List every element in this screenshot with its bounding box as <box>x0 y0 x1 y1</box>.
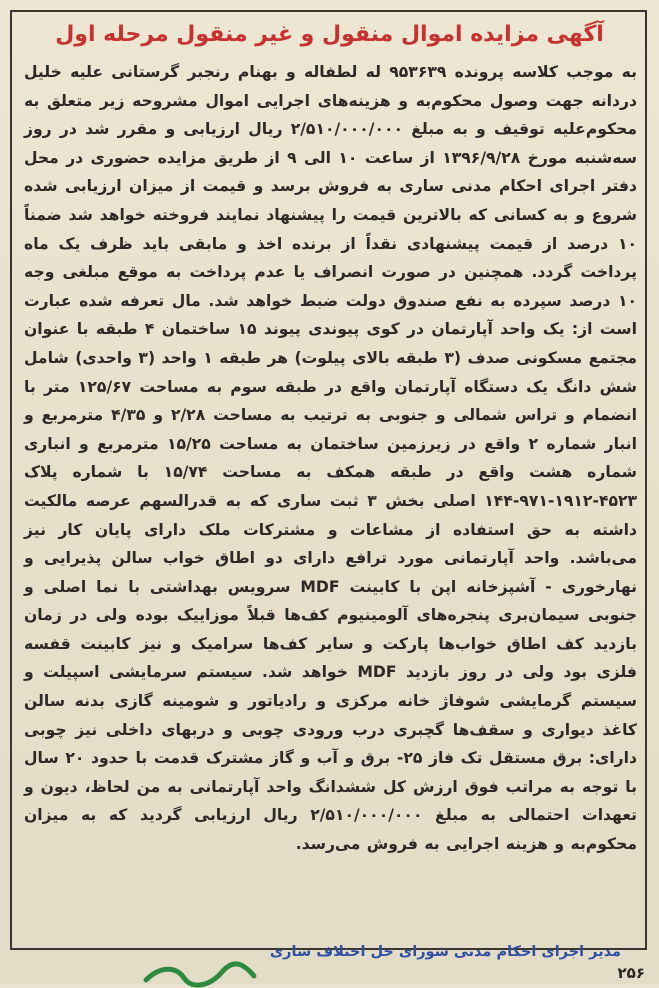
notice-signature: مدیر اجرای احکام مدنی شورای حل اختلاف ساری <box>269 944 621 960</box>
notice-title: آگهی مزایده اموال منقول و غیر منقول مرحله اول <box>55 22 604 47</box>
page-number: ۲۵۶ <box>617 964 645 982</box>
notice-body: به موجب کلاسه پرونده ۹۵۳۶۳۹ له لطفاله و بهنام رنجبر گرستانی علیه خلیل دردانه جهت وصول محکوم‌به و هزینه‌های اجرایی اموال مشروحه زیر متعلق به محکوم‌علیه توقیف و به مبلغ ۲/۵۱۰/۰۰۰/۰۰۰ ریال ارزیابی و مقرر شد در روز سه‌شنبه مورخ ۱۳۹۶/۹/۲۸ از ساعت ۱۰ الی ۹ از طریق مزایده حضوری در محل دفتر اجرای احکام مدنی ساری به فروش برسد و قیمت از میزان ارزیابی شده شروع و به کسانی که بالاترین قیمت را پیشنهاد نمایند فروخته خواهد شد ضمناً ۱۰ درصد از قیمت پیشنهادی نقداً از برنده اخذ و مابقی باید ظرف یک ماه پرداخت گردد. همچنین در صورت انصراف یا عدم پرداخت به موقع مبلغی وجه ۱۰ درصد سپرده به نفع صندوق دولت ضبط خواهد شد. مال تعرفه شده عبارت است از: یک واحد آپارتمان در کوی پیوندی پیوند ۱۵ ساختمان ۴ طبقه با عنوان مجتمع مسکونی صدف (۳ طبقه بالای پیلوت) هر طبقه ۱ واحد (۳ واحدی) شامل شش دانگ یک دستگاه آپارتمان واقع در طبقه سوم به مساحت ۱۲۵/۶۷ متر با انضمام و تراس شمالی و جنوبی به ترتیب به مساحت ۲/۲۸ و ۴/۳۵ مترمربع و انبار شماره ۲ واقع در زیرزمین ساختمان به مساحت ۱۵/۲۵ مترمربع و انباری شماره هشت واقع در طبقه همکف به مساحت ۱۵/۷۴ با شماره پلاک ۴۵۲۳-۱۹۱۲-۹۷۱-۱۴۴ اصلی بخش ۳ ثبت ساری که به قدرالسهم عرصه مالکیت داشته به حق استفاده از مشاعات و مشترکات ملک دارای پایان کار نیز می‌باشد. واحد آپارتمانی مورد ترافع دارای دو اطاق خواب سالن پذیرایی و نهارخوری - آشپزخانه اپن با کابینت MDF سرویس بهداشتی با نما اصلی و جنوبی سیمان‌بری پنجره‌های آلومینیوم کف‌ها قبلاً موزاییک بوده ولی در زمان بازدید کف اطاق خواب‌ها پارکت و سایر کف‌ها سرامیک و نیز کابینت قفسه فلزی بود ولی در روز بازدید MDF خواهد شد. سیستم سرمایشی اسپیلت و سیستم گرمایشی شوفاژ خانه مرکزی و رادیاتور و شومینه گازی بدنه سالن کاغذ دیواری و سقف‌ها گچبری درب ورودی چوبی و دربهای داخلی نیز چوبی دارای: برق مستقل تک فاز ۲۵- برق و آب و گاز مشترک قدمت با حدود ۲۰ سال با توجه به مراتب فوق ارزش کل ششدانگ واحد آپارتمانی به من لحاظ، دیون و تعهدات احتمالی به مبلغ ۲/۵۱۰/۰۰۰/۰۰۰ ریال ارزیابی گردید که به میزان محکوم‌به و هزینه اجرایی به فروش می‌رسد. <box>24 63 638 854</box>
